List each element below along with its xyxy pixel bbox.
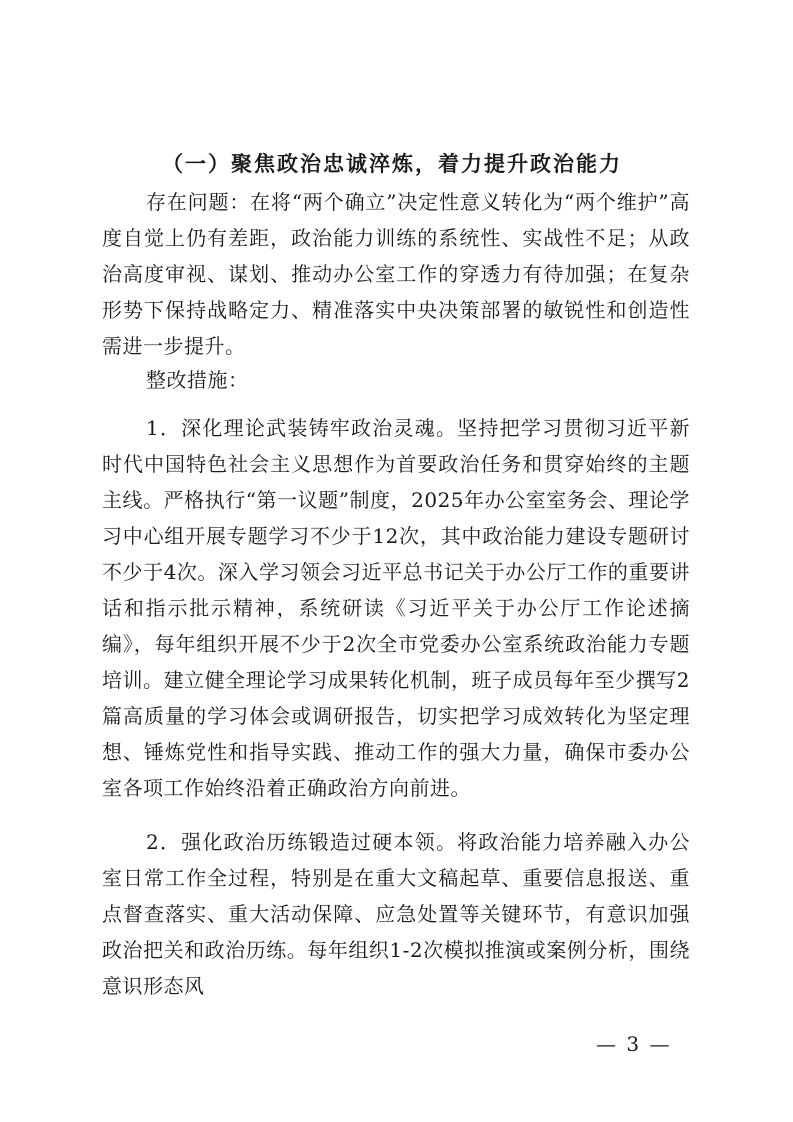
- page-number: — 3 —: [596, 1032, 672, 1056]
- measure-item-2: 2．强化政治历练锻造过硬本领。将政治能力培养融入办公室日常工作全过程，特别是在重大文稿起草、重要信息报送、重点督查落实、重大活动保障、应急处置等关键环节，有意识加强政治把关和政治历练。每年组织1-2次模拟推演或案例分析，围绕意识形态风: [102, 830, 690, 998]
- problem-paragraph: 存在问题：在将“两个确立”决定性意义转化为“两个维护”高度自觉上仍有差距，政治能力训练的系统性、实战性不足；从政治高度审视、谋划、推动办公室工作的穿透力有待加强；在复杂形势下保持战略定力、精准落实中央决策部署的敏锐性和创造性需进一步提升。: [102, 190, 690, 358]
- measures-label: 整改措施：: [146, 368, 249, 392]
- measure-item-1: 1．深化理论武装铸牢政治灵魂。坚持把学习贯彻习近平新时代中国特色社会主义思想作为首要政治任务和贯穿始终的主题主线。严格执行“第一议题”制度，2025年办公室室务会、理论学习中心组开展专题学习不少于12次，其中政治能力建设专题研讨不少于4次。深入学习领会习近平总书记关于办公厅工作的重要讲话和指示批示精神，系统研读《习近平关于办公厅工作论述摘编》，每年组织开展不少于2次全市党委办公室系统政治能力专题培训。建立健全理论学习成果转化机制，班子成员每年至少撰写2篇高质量的学习体会或调研报告，切实把学习成效转化为坚定理想、锤炼党性和指导实践、推动工作的强大力量，确保市委办公室各项工作始终沿着正确政治方向前进。: [102, 416, 690, 800]
- section-heading: （一）聚焦政治忠诚淬炼，着力提升政治能力: [162, 151, 622, 176]
